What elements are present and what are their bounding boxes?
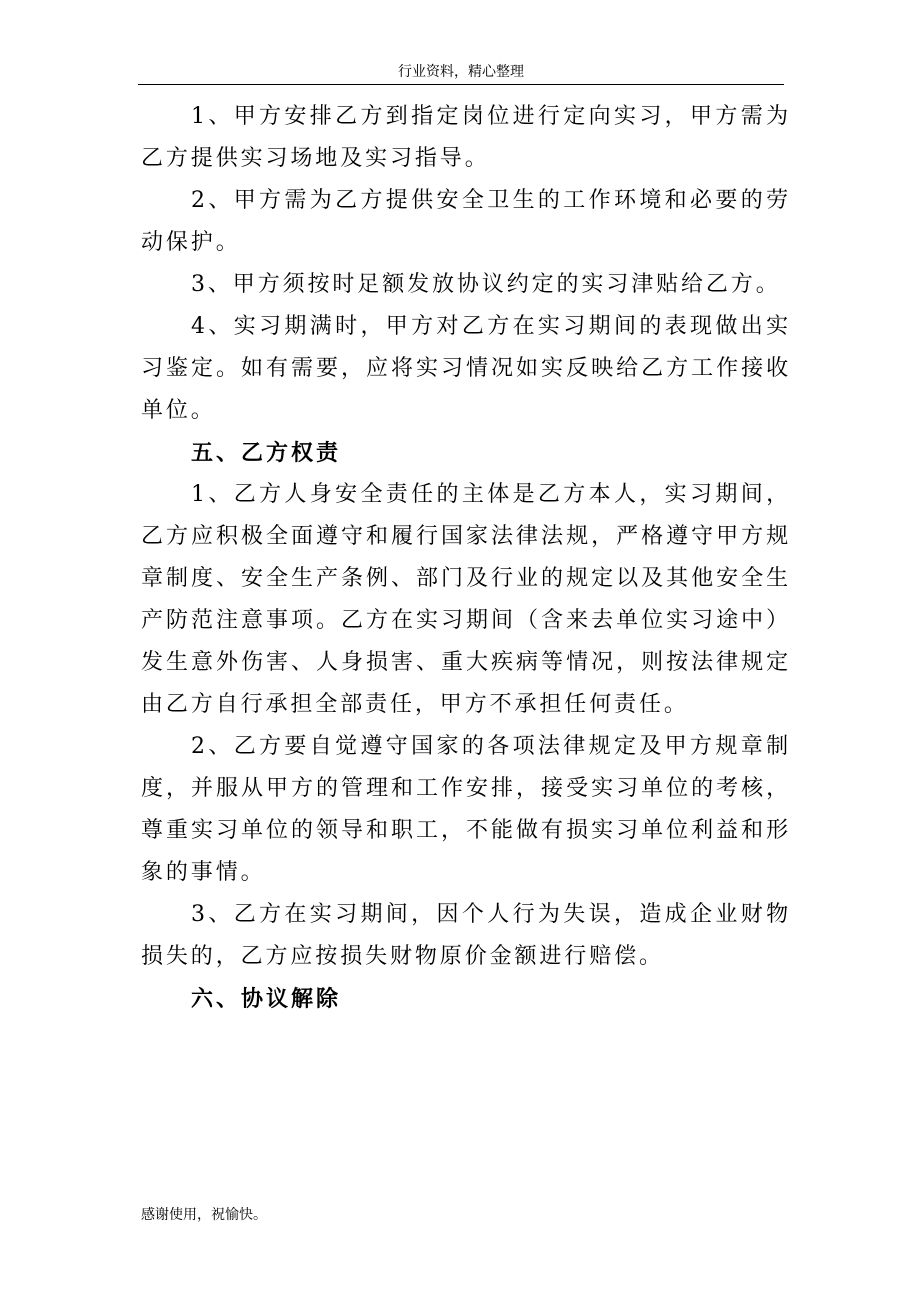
clause-party-b-1: 1、乙方人身安全责任的主体是乙方本人，实习期间，乙方应积极全面遵守和履行国家法律法规，严格遵守甲方规章制度、安全生产条例、部门及行业的规定以及其他安全生产防范注意事项。乙方在实习期间（含来去单位实习途中）发生意外伤害、人身损害、重大疾病等情况，则按法律规定由乙方自行承担全部责任，甲方不承担任何责任。 [141,482,791,717]
document-body [141,96,791,1020]
page-header: 行业资料，精心整理 [138,60,784,85]
clause-party-b-2: 2、乙方要自觉遵守国家的各项法律规定及甲方规章制度，并服从甲方的管理和工作安排，接受实习单位的考核，尊重实习单位的领导和职工，不能做有损实习单位利益和形象的事情。 [141,734,791,885]
section-heading-party-b: 五、乙方权责 [191,440,342,466]
clause-party-a-2: 2、甲方需为乙方提供安全卫生的工作环境和必要的劳动保护。 [141,188,791,255]
clause-party-a-1: 1、甲方安排乙方到指定岗位进行定向实习，甲方需为乙方提供实习场地及实习指导。 [141,104,791,171]
clause-party-a-4: 4、实习期满时，甲方对乙方在实习期间的表现做出实习鉴定。如有需要，应将实习情况如实反映给乙方工作接收单位。 [141,314,791,423]
clause-party-b-3: 3、乙方在实习期间，因个人行为失误，造成企业财物损失的，乙方应按损失财物原价金额进行赔偿。 [141,902,791,969]
clause-party-a-3: 3、甲方须按时足额发放协议约定的实习津贴给乙方。 [191,272,781,297]
section-heading-termination: 六、协议解除 [191,986,342,1012]
page-footer: 感谢使用，祝愉快。 [141,1207,267,1223]
